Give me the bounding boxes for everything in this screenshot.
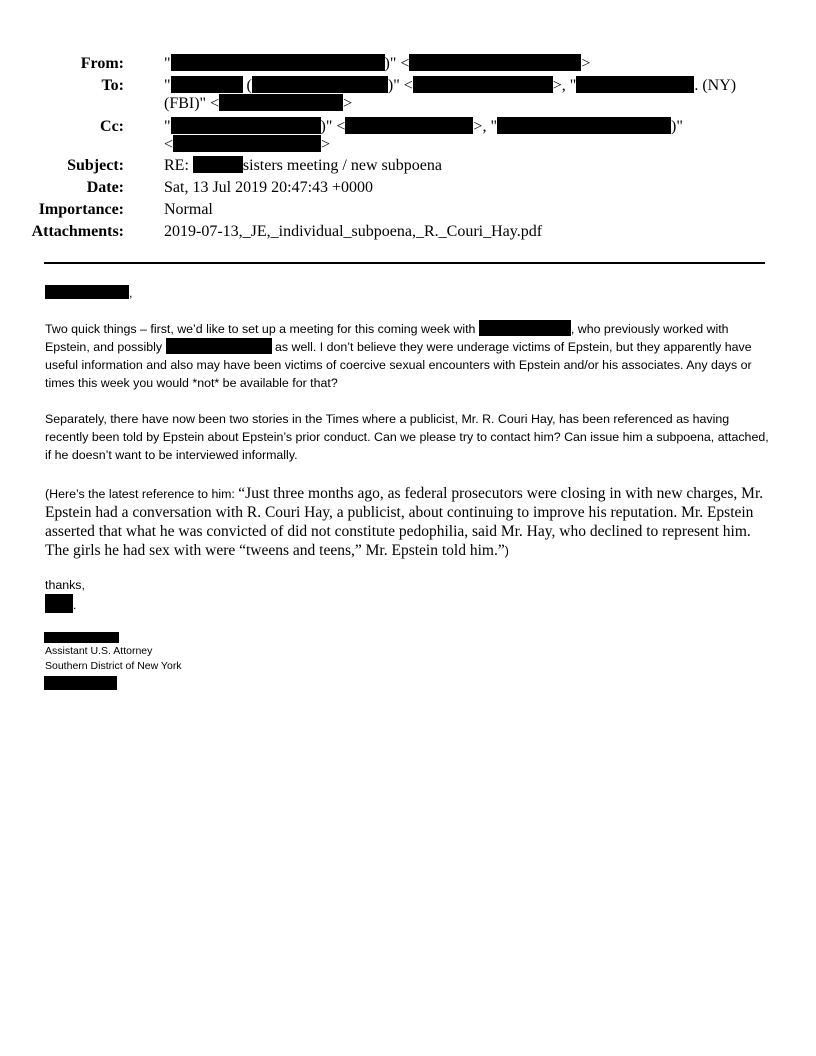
date-label: Date: [86,179,124,196]
to-value [164,76,764,96]
to-paren: ( [242,77,252,94]
paragraph-1 [45,320,770,392]
cc-lt: < [164,136,174,153]
from-value [164,54,764,74]
redaction [171,117,321,134]
p3-end: ) [504,544,509,558]
attachment-link[interactable]: 2019-07-13,_JE,_individual_subpoena,_R._Couri_Hay.pdf [164,223,543,240]
attachments-label: Attachments: [31,223,124,240]
redaction [171,76,243,93]
to-quote: " [164,77,171,94]
paragraph-3-text [45,484,770,560]
thanks: thanks, [45,578,85,592]
to-fbi: (FBI)" < [164,95,220,112]
to-mid: )" < [387,77,413,94]
paragraph-1-text [45,320,770,392]
cc-value-cont [164,135,764,155]
redaction [44,676,117,690]
from-close: > [581,55,591,72]
greeting-comma: , [129,286,133,300]
header-divider [44,262,765,264]
p3-intro: (Here’s the latest reference to him: [45,487,239,501]
redaction [219,94,343,111]
subject-text: sisters meeting / new subpoena [242,157,442,174]
to-ny: . (NY) [694,77,737,94]
from-label: From: [80,55,124,72]
redaction [345,117,473,134]
subject-prefix: RE: [164,157,193,174]
cc-label: Cc: [100,118,124,135]
paragraph-2-text: Separately, there have now been two stories in the Times where a publicist, Mr. R. Couri Hay, has been referenced as having recently been told by Epstein about Epstein’s prior conduct. Can we please try to contact him? Can issue him a subpoena, attached, if he doesn’t want to be interviewed informally. [45,412,769,462]
sign-dot: . [73,598,77,612]
p3-quote: “Just three months ago, as federal prosecutors were closing in with new charges, Mr. Epstein had a conversation with R. Couri Hay, a publicist, about continuing to improve his reputation. Mr. Epstein asserted that what he was convicted of did not constitute pedophilia, said Mr. Hay, who declined to represent him. The girls he had sex with were “tweens and teens,” Mr. Epstein told him.” [45,485,764,559]
redaction [193,156,243,173]
cc-end: )" [670,118,683,135]
redaction [576,76,694,93]
redaction [479,320,571,336]
redaction [409,54,581,71]
sender-initials [45,594,770,614]
from-quote: " [164,55,171,72]
cc-quote: " [164,118,171,135]
redaction [45,594,73,613]
cc-mid: )" < [320,118,346,135]
redaction [173,135,321,152]
subject-label: Subject: [67,157,124,174]
from-mid: )" < [384,55,410,72]
redaction [497,117,671,134]
redaction [44,632,119,643]
paragraph-3 [45,484,770,560]
subject-value [164,156,764,176]
p1-part-b: , who previously worked with Epstein, and possibly [45,322,729,354]
cc-sep: >, " [473,118,497,135]
paragraph-2 [45,410,770,464]
importance-label: Importance: [38,201,124,218]
p1-part-a: Two quick things – first, we’d like to set up a meeting for this coming week with [45,322,479,336]
redaction [166,338,272,354]
cc-value [164,117,764,137]
date-value: Sat, 13 Jul 2019 20:47:43 +0000 [164,179,374,196]
signature-office: Southern District of New York [45,660,182,672]
to-label: To: [101,77,124,94]
to-sep: >, " [552,77,577,94]
p1-part-c: as well. I don’t believe they were underage victims of Epstein, but they apparently have useful information and also may have been victims of coercive sexual encounters with Epstein and/or his associates. Any days or times this week you would *not* be available for that? [45,340,752,390]
greeting [45,284,770,302]
redaction [252,76,388,93]
redaction [45,285,129,299]
to-close: > [343,95,353,112]
to-value-cont [164,94,764,114]
cc-close: > [321,136,331,153]
redaction [413,76,553,93]
importance-value: Normal [164,201,213,218]
redaction [171,54,385,71]
signature-title: Assistant U.S. Attorney [45,645,153,657]
